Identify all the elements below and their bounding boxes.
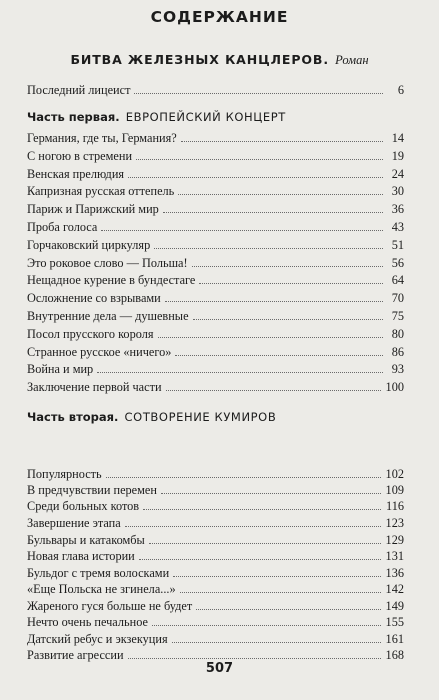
part-name: Часть вторая. xyxy=(27,410,119,424)
dot-leader xyxy=(172,642,381,643)
toc-entry-page: 100 xyxy=(385,380,404,395)
toc-entry[interactable] xyxy=(27,581,404,596)
toc-entry-label: Горчаковский циркуляр xyxy=(27,237,151,252)
toc-entry-page: 142 xyxy=(385,582,404,596)
toc-entry[interactable] xyxy=(27,219,404,234)
toc-entry-page: 129 xyxy=(385,533,404,547)
book-title: БИТВА ЖЕЛЕЗНЫХ КАНЦЛЕРОВ. xyxy=(70,52,330,67)
toc-entry-page: 30 xyxy=(391,184,404,199)
toc-entry[interactable] xyxy=(27,326,404,341)
toc-entry-label: Париж и Парижский мир xyxy=(27,202,159,217)
dot-leader xyxy=(154,248,383,249)
toc-entry-label: В предчувствии перемен xyxy=(27,483,157,497)
page-number: 507 xyxy=(205,661,234,676)
toc-entry-page: 70 xyxy=(391,291,404,306)
dot-leader xyxy=(193,319,383,320)
toc-entry-page: 93 xyxy=(391,362,404,377)
toc-entry-label: Капризная русская оттепель xyxy=(27,184,175,199)
toc-entry-page: 86 xyxy=(391,344,404,359)
toc-entry[interactable] xyxy=(27,148,404,163)
dot-leader xyxy=(149,543,381,544)
toc-entry-label: Война и мир xyxy=(27,362,94,377)
toc-entry-label: Внутренние дела — душевные xyxy=(27,309,189,323)
toc-entry[interactable] xyxy=(27,614,404,629)
part-title: ЕВРОПЕЙСКИЙ КОНЦЕРТ xyxy=(125,110,286,124)
toc-entry-label: Германия, где ты, Германия? xyxy=(27,131,177,145)
book-heading xyxy=(0,52,439,68)
dot-leader xyxy=(161,493,381,494)
toc-entry[interactable] xyxy=(27,255,404,270)
toc-entry[interactable] xyxy=(27,532,404,547)
toc-entry-label: Венская прелюдия xyxy=(27,166,125,181)
toc-entry-page: 149 xyxy=(385,599,404,613)
toc-entry-page: 123 xyxy=(385,516,404,530)
toc-entry-label: Датский ребус и экзекуция xyxy=(27,632,168,646)
toc-entry[interactable] xyxy=(27,166,404,181)
part-name: Часть первая. xyxy=(27,110,120,124)
toc-entry-label: Странное русское «ничего» xyxy=(27,344,172,359)
toc-entry[interactable] xyxy=(27,598,404,613)
dot-leader xyxy=(178,194,383,195)
dot-leader xyxy=(173,576,380,577)
toc-entry-label: Среди больных котов xyxy=(27,499,140,513)
toc-entry[interactable] xyxy=(27,183,404,198)
toc-entry[interactable] xyxy=(27,130,404,145)
dot-leader xyxy=(128,177,383,178)
toc-entry[interactable] xyxy=(27,308,404,323)
toc-entry-page: 161 xyxy=(385,632,404,646)
toc-entry-page: 109 xyxy=(385,483,404,497)
toc-entry-label: Бульвары и катакомбы xyxy=(27,533,145,547)
toc-entry[interactable] xyxy=(27,482,404,497)
toc-entry-label: «Еще Польска не згинела...» xyxy=(27,582,176,596)
toc-entry-label: Популярность xyxy=(27,467,102,481)
toc-entry-label: Бульдог с тремя волосками xyxy=(27,566,170,580)
part-title: СОТВОРЕНИЕ КУМИРОВ xyxy=(124,410,277,424)
dot-leader xyxy=(196,609,380,610)
toc-entry[interactable] xyxy=(27,548,404,563)
toc-entry-page: 43 xyxy=(391,220,404,234)
dot-leader xyxy=(163,212,383,213)
toc-entry-page: 80 xyxy=(391,326,404,341)
dot-leader xyxy=(175,355,383,356)
toc-entry[interactable] xyxy=(27,361,404,376)
dot-leader xyxy=(125,526,381,527)
page-title: СОДЕРЖАНИЕ xyxy=(150,8,289,26)
toc-entry-page: 36 xyxy=(391,202,404,217)
toc-entry-page: 6 xyxy=(397,83,404,97)
dot-leader xyxy=(158,337,383,338)
dot-leader xyxy=(97,372,383,373)
toc-entry[interactable] xyxy=(27,647,404,662)
toc-entry-page: 136 xyxy=(385,566,404,580)
toc-entry[interactable] xyxy=(27,290,404,305)
toc-entry-label: Развитие агрессии xyxy=(27,648,124,662)
toc-entry-page: 155 xyxy=(385,615,404,629)
toc-entry-page: 24 xyxy=(391,166,404,181)
dot-leader xyxy=(152,625,381,626)
toc-entry-page: 102 xyxy=(385,467,404,481)
toc-entry-label: Посол прусского короля xyxy=(27,326,154,341)
toc-entry-label: Нещадное курение в бундестаге xyxy=(27,273,196,288)
toc-entry-page: 75 xyxy=(391,309,404,323)
toc-entry-label: Осложнение со взрывами xyxy=(27,291,161,306)
toc-entry[interactable] xyxy=(27,379,404,394)
dot-leader xyxy=(136,159,383,160)
dot-leader xyxy=(181,141,383,142)
toc-entry-page: 168 xyxy=(385,648,404,662)
toc-entry-label: С ногою в стремени xyxy=(27,148,133,163)
dot-leader xyxy=(192,266,383,267)
dot-leader xyxy=(143,509,381,510)
toc-entry-label: Жареного гуся больше не будет xyxy=(27,599,193,613)
dot-leader xyxy=(165,301,383,302)
toc-entry-page: 131 xyxy=(385,549,404,563)
toc-entry[interactable] xyxy=(27,344,404,359)
toc-entry-label: Нечто очень печальное xyxy=(27,615,148,629)
toc-entry-label: Заключение первой части xyxy=(27,380,162,395)
part-heading-2 xyxy=(27,410,407,425)
toc-entry-page: 56 xyxy=(391,255,404,270)
toc-entry[interactable] xyxy=(27,201,404,216)
dot-leader xyxy=(166,390,381,391)
part-heading-1 xyxy=(27,110,407,125)
dot-leader xyxy=(106,477,381,478)
toc-entry-page: 14 xyxy=(391,131,404,145)
toc-entry-page: 51 xyxy=(391,237,404,252)
toc-entry[interactable] xyxy=(27,237,404,252)
toc-entry[interactable] xyxy=(27,498,404,513)
book-genre: Роман xyxy=(335,53,369,67)
toc-entry[interactable] xyxy=(27,631,404,646)
toc-entry-page: 64 xyxy=(391,273,404,288)
dot-leader xyxy=(139,559,381,560)
toc-entry-label: Новая глава истории xyxy=(27,549,135,563)
toc-entry[interactable] xyxy=(27,565,404,580)
dot-leader xyxy=(134,93,383,94)
toc-entry[interactable] xyxy=(27,515,404,530)
toc-entry[interactable] xyxy=(27,272,404,287)
dot-leader xyxy=(128,658,381,659)
toc-entry-label: Завершение этапа xyxy=(27,516,121,530)
toc-entry-page: 116 xyxy=(386,499,404,513)
dot-leader xyxy=(101,230,383,231)
toc-entry-prologue[interactable] xyxy=(27,82,404,97)
toc-entry-label: Это роковое слово — Польша! xyxy=(27,255,188,270)
toc-entry-page: 19 xyxy=(391,148,404,163)
toc-entry-label: Проба голоса xyxy=(27,220,98,234)
dot-leader xyxy=(180,592,381,593)
dot-leader xyxy=(199,283,383,284)
toc-entry[interactable] xyxy=(27,466,404,481)
toc-entry-label: Последний лицеист xyxy=(27,83,131,97)
